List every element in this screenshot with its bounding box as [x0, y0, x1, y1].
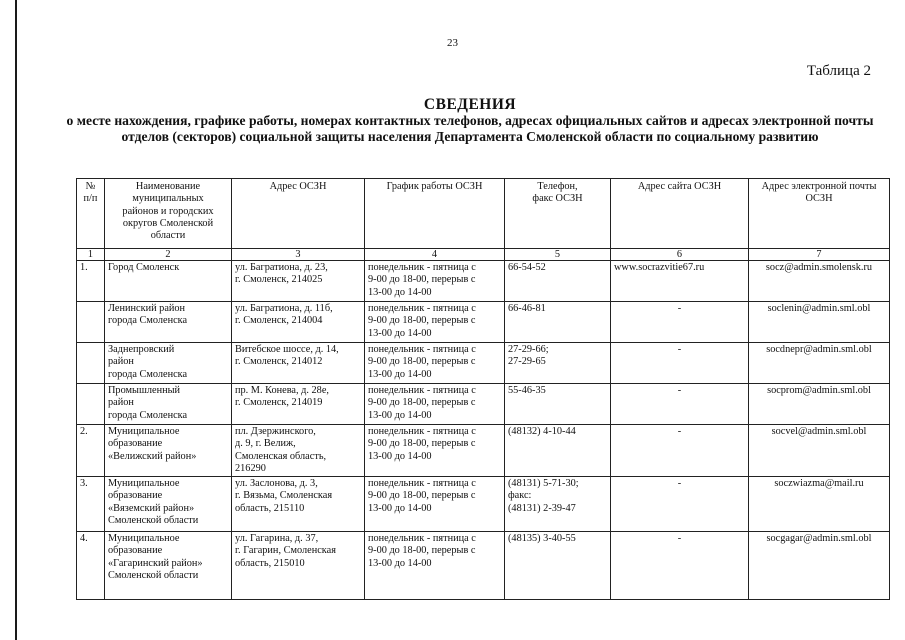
row-number: 2. — [77, 425, 105, 477]
work-schedule: понедельник - пятница с 9-00 до 18-00, перерыв с 13-00 до 14-00 — [365, 261, 505, 302]
column-number-row — [77, 249, 890, 261]
table-row — [77, 302, 890, 343]
phone-number: 66-54-52 — [505, 261, 611, 302]
site-address: - — [611, 302, 749, 343]
osszn-table — [76, 178, 890, 600]
office-address: ул. Гагарина, д. 37, г. Гагарин, Смоленская область, 215010 — [232, 532, 365, 600]
office-address: ул. Багратиона, д. 23, г. Смоленск, 214025 — [232, 261, 365, 302]
phone-number: (48131) 5-71-30; факс: (48131) 2-39-47 — [505, 477, 611, 532]
email-address[interactable]: socprom@admin.sml.obl — [749, 384, 890, 425]
table-row — [77, 261, 890, 302]
document-subtitle: о месте нахождения, графике работы, номерах контактных телефонов, адресах официальных сайтов и адресах электронной почты отделов (секторов) социальной защиты населения Департамента Смоленской области по социальному развитию — [66, 113, 874, 144]
column-number: 4 — [365, 249, 505, 261]
col-header-address: Адрес ОСЗН — [232, 179, 365, 249]
district-name: Город Смоленск — [105, 261, 232, 302]
work-schedule: понедельник - пятница с 9-00 до 18-00, перерыв с 13-00 до 14-00 — [365, 343, 505, 384]
row-number — [77, 343, 105, 384]
district-name: Ленинский район города Смоленска — [105, 302, 232, 343]
header-row — [77, 179, 890, 249]
col-header-site: Адрес сайта ОСЗН — [611, 179, 749, 249]
district-name: Муниципальное образование «Гагаринский район» Смоленской области — [105, 532, 232, 600]
col-header-schedule: График работы ОСЗН — [365, 179, 505, 249]
row-number — [77, 384, 105, 425]
column-number: 1 — [77, 249, 105, 261]
column-number: 7 — [749, 249, 890, 261]
table-row — [77, 384, 890, 425]
district-name: Муниципальное образование «Велижский район» — [105, 425, 232, 477]
site-address: - — [611, 343, 749, 384]
col-header-email: Адрес электронной почты ОСЗН — [749, 179, 890, 249]
margin-rule — [15, 0, 17, 640]
email-address[interactable]: socdnepr@admin.sml.obl — [749, 343, 890, 384]
office-address: Витебское шоссе, д. 14, г. Смоленск, 214012 — [232, 343, 365, 384]
row-number: 1. — [77, 261, 105, 302]
site-address[interactable]: www.socrazvitie67.ru — [611, 261, 749, 302]
phone-number: 27-29-66; 27-29-65 — [505, 343, 611, 384]
phone-number: 66-46-81 — [505, 302, 611, 343]
office-address: пл. Дзержинского, д. 9, г. Велиж, Смоленская область, 216290 — [232, 425, 365, 477]
work-schedule: понедельник - пятница с 9-00 до 18-00, перерыв с 13-00 до 14-00 — [365, 384, 505, 425]
site-address: - — [611, 477, 749, 532]
district-name: Заднепровский район города Смоленска — [105, 343, 232, 384]
site-address: - — [611, 532, 749, 600]
column-number: 2 — [105, 249, 232, 261]
email-address[interactable]: socvel@admin.sml.obl — [749, 425, 890, 477]
table-label: Таблица 2 — [806, 63, 871, 79]
site-address: - — [611, 384, 749, 425]
col-header-district: Наименование муниципальных районов и городских округов Смоленской области — [105, 179, 232, 249]
table-row — [77, 343, 890, 384]
phone-number: (48132) 4-10-44 — [505, 425, 611, 477]
work-schedule: понедельник - пятница с 9-00 до 18-00, перерыв с 13-00 до 14-00 — [365, 532, 505, 600]
office-address: пр. М. Конева, д. 28е, г. Смоленск, 214019 — [232, 384, 365, 425]
office-address: ул. Заслонова, д. 3, г. Вязьма, Смоленская область, 215110 — [232, 477, 365, 532]
district-name: Промышленный район города Смоленска — [105, 384, 232, 425]
district-name: Муниципальное образование «Вяземский район» Смоленской области — [105, 477, 232, 532]
office-address: ул. Багратиона, д. 11б, г. Смоленск, 214004 — [232, 302, 365, 343]
col-header-number: № п/п — [77, 179, 105, 249]
column-number: 6 — [611, 249, 749, 261]
column-number: 3 — [232, 249, 365, 261]
work-schedule: понедельник - пятница с 9-00 до 18-00, перерыв с 13-00 до 14-00 — [365, 425, 505, 477]
table-row — [77, 532, 890, 600]
row-number: 3. — [77, 477, 105, 532]
work-schedule: понедельник - пятница с 9-00 до 18-00, перерыв с 13-00 до 14-00 — [365, 477, 505, 532]
work-schedule: понедельник - пятница с 9-00 до 18-00, перерыв с 13-00 до 14-00 — [365, 302, 505, 343]
table-row — [77, 477, 890, 532]
row-number: 4. — [77, 532, 105, 600]
email-address[interactable]: soczwiazma@mail.ru — [749, 477, 890, 532]
row-number — [77, 302, 105, 343]
email-address[interactable]: socgagar@admin.sml.obl — [749, 532, 890, 600]
col-header-phone: Телефон, факс ОСЗН — [505, 179, 611, 249]
phone-number: 55-46-35 — [505, 384, 611, 425]
column-number: 5 — [505, 249, 611, 261]
page-number: 23 — [447, 37, 458, 49]
document-title: СВЕДЕНИЯ — [423, 96, 517, 113]
phone-number: (48135) 3-40-55 — [505, 532, 611, 600]
email-address[interactable]: socz@admin.smolensk.ru — [749, 261, 890, 302]
table-row — [77, 425, 890, 477]
email-address[interactable]: soclenin@admin.sml.obl — [749, 302, 890, 343]
site-address: - — [611, 425, 749, 477]
